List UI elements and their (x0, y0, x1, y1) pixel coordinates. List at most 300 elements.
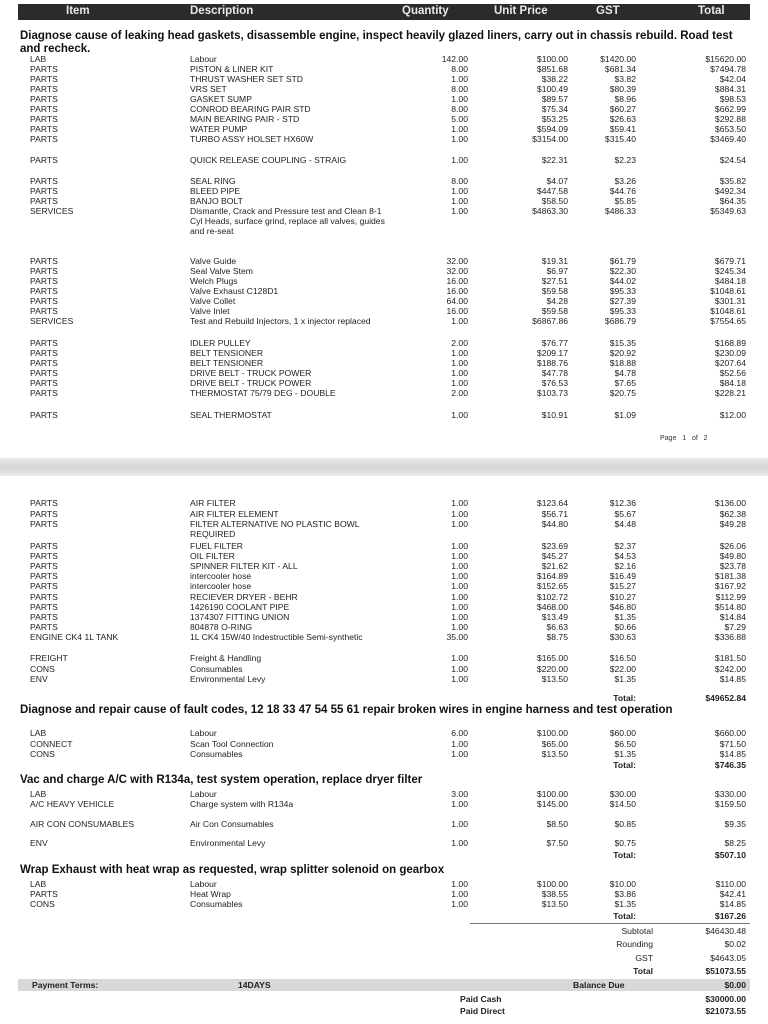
cell-unit: $851.68 (536, 64, 568, 74)
table-row (0, 838, 768, 849)
cell-qty: 1.00 (451, 498, 468, 508)
cell-gst: $1.35 (614, 612, 636, 622)
cell-item: PARTS (30, 498, 58, 508)
cell-qty: 16.00 (446, 306, 468, 316)
cell-item: LAB (30, 54, 47, 64)
cell-gst: $3.82 (614, 74, 636, 84)
cell-unit: $13.50 (541, 674, 568, 684)
cell-desc: Valve Guide (190, 256, 237, 266)
cell-item: PARTS (30, 348, 58, 358)
cell-item: PARTS (30, 388, 58, 398)
cell-total: $336.88 (714, 632, 746, 642)
cell-desc: SEAL THERMOSTAT (190, 410, 272, 420)
cell-gst: $16.49 (609, 571, 636, 581)
header-description: Description (190, 5, 254, 17)
cell-desc: OIL FILTER (190, 551, 235, 561)
cell-item: ENV (30, 674, 48, 684)
cell-desc: DRIVE BELT - TRUCK POWER (190, 378, 312, 388)
cell-desc: Charge system with R134a (190, 799, 294, 809)
cell-desc: SEAL RING (190, 176, 236, 186)
cell-desc: Heat Wrap (190, 889, 231, 899)
cell-gst: $22.30 (609, 266, 636, 276)
paid-cash-label: Paid Cash (460, 994, 502, 1004)
table-row (0, 728, 768, 739)
cell-item: PARTS (30, 276, 58, 286)
gst-value: $4643.05 (710, 953, 746, 963)
job-3-heading: Vac and charge A/C with R134a, test system operation, replace dryer filter (20, 774, 423, 786)
payment-terms-value: 14DAYS (238, 980, 271, 990)
cell-item: AIR CON CONSUMABLES (30, 819, 135, 829)
cell-unit: $13.50 (541, 749, 568, 759)
cell-total: $23.78 (719, 561, 746, 571)
cell-item: PARTS (30, 296, 58, 306)
table-header (18, 4, 750, 20)
cell-desc: DRIVE BELT - TRUCK POWER (190, 368, 312, 378)
job-2-total: Total: $746.35 (613, 760, 746, 770)
cell-total: $662.99 (714, 104, 746, 114)
cell-unit: $4863.30 (532, 206, 568, 216)
grand-total-value: $51073.55 (705, 966, 746, 976)
cell-item: PARTS (30, 114, 58, 124)
cell-unit: $76.53 (541, 378, 568, 388)
cell-gst: $686.79 (604, 316, 636, 326)
cell-gst: $15.27 (609, 581, 636, 591)
cell-gst: $20.75 (609, 388, 636, 398)
table-row (0, 581, 768, 592)
cell-desc: Labour (190, 789, 217, 799)
cell-unit: $103.73 (536, 388, 568, 398)
cell-qty: 142.00 (441, 54, 468, 64)
cell-total: $301.31 (714, 296, 746, 306)
cell-unit: $165.00 (536, 653, 568, 663)
cell-desc: GASKET SUMP (190, 94, 252, 104)
cell-qty: 32.00 (446, 266, 468, 276)
cell-gst: $1.35 (614, 749, 636, 759)
cell-desc: WATER PUMP (190, 124, 248, 134)
cell-unit: $65.00 (541, 739, 568, 749)
cell-desc: THERMOSTAT 75/79 DEG - DOUBLE (190, 388, 336, 398)
table-row (0, 799, 768, 810)
cell-item: PARTS (30, 541, 58, 551)
job-2-heading: Diagnose and repair cause of fault codes, 12 18 33 47 54 55 61 repair broken wires in engine harness and test operation (20, 704, 673, 716)
cell-gst: $60.00 (609, 728, 636, 738)
cell-qty: 16.00 (446, 286, 468, 296)
cell-gst: $0.85 (614, 819, 636, 829)
cell-qty: 1.00 (451, 602, 468, 612)
cell-qty: 8.00 (451, 104, 468, 114)
cell-gst: $44.76 (609, 186, 636, 196)
cell-item: PARTS (30, 368, 58, 378)
cell-unit: $7.50 (546, 838, 568, 848)
cell-qty: 1.00 (451, 410, 468, 420)
cell-item: PARTS (30, 561, 58, 571)
cell-qty: 1.00 (451, 581, 468, 591)
cell-item: PARTS (30, 134, 58, 144)
cell-item: PARTS (30, 64, 58, 74)
cell-qty: 64.00 (446, 296, 468, 306)
cell-unit: $13.50 (541, 899, 568, 909)
cell-total: $35.82 (719, 176, 746, 186)
cell-desc: Scan Tool Connection (190, 739, 274, 749)
cell-total: $84.18 (719, 378, 746, 388)
cell-unit: $38.55 (541, 889, 568, 899)
grand-total-label: Total (633, 966, 653, 976)
cell-total: $110.00 (715, 879, 746, 889)
cell-desc: TURBO ASSY HOLSET HX60W (190, 134, 314, 144)
cell-item: CONS (30, 899, 55, 909)
cell-desc: 1426190 COOLANT PIPE (190, 602, 290, 612)
cell-unit: $102.72 (536, 592, 568, 602)
cell-total: $168.89 (714, 338, 746, 348)
cell-qty: 1.00 (451, 653, 468, 663)
summary-divider (470, 923, 750, 924)
cell-qty: 1.00 (451, 124, 468, 134)
cell-unit: $58.50 (541, 196, 568, 206)
header-item: Item (66, 5, 90, 17)
cell-qty: 8.00 (451, 84, 468, 94)
cell-qty: 6.00 (451, 728, 468, 738)
cell-qty: 8.00 (451, 64, 468, 74)
cell-item: PARTS (30, 581, 58, 591)
cell-unit: $27.51 (541, 276, 568, 286)
table-row (0, 316, 768, 327)
cell-gst: $7.65 (614, 378, 636, 388)
cell-total: $5349.63 (710, 206, 746, 216)
cell-desc: 1374307 FITTING UNION (190, 612, 290, 622)
cell-unit: $10.91 (541, 410, 568, 420)
cell-total: $7494.78 (710, 64, 746, 74)
cell-unit: $594.09 (536, 124, 568, 134)
cell-desc: FILTER ALTERNATIVE NO PLASTIC BOWL REQUIRED (190, 519, 360, 539)
cell-desc: FUEL FILTER (190, 541, 244, 551)
cell-qty: 1.00 (451, 155, 468, 165)
cell-item: CONS (30, 664, 55, 674)
cell-total: $245.34 (714, 266, 746, 276)
cell-total: $181.38 (714, 571, 746, 581)
cell-total: $112.99 (715, 592, 746, 602)
cell-gst: $14.50 (609, 799, 636, 809)
cell-gst: $4.53 (614, 551, 636, 561)
cell-unit: $47.78 (541, 368, 568, 378)
table-row (0, 632, 768, 643)
cell-qty: 8.00 (451, 176, 468, 186)
cell-desc: BELT TENSIONER (190, 348, 264, 358)
cell-desc: Freight & Handling (190, 653, 262, 663)
cell-qty: 1.00 (451, 196, 468, 206)
cell-desc: Environmental Levy (190, 838, 266, 848)
cell-unit: $100.00 (536, 54, 568, 64)
cell-item: PARTS (30, 124, 58, 134)
cell-qty: 1.00 (451, 74, 468, 84)
table-row (0, 498, 768, 509)
cell-total: $292.88 (714, 114, 746, 124)
cell-qty: 1.00 (451, 551, 468, 561)
payment-bar (18, 979, 750, 991)
cell-total: $98.53 (719, 94, 746, 104)
cell-item: PARTS (30, 104, 58, 114)
header-unit-price: Unit Price (494, 5, 548, 17)
cell-unit: $8.75 (546, 632, 568, 642)
cell-item: PARTS (30, 256, 58, 266)
cell-total: $9.35 (724, 819, 746, 829)
cell-gst: $60.27 (609, 104, 636, 114)
cell-unit: $4.28 (546, 296, 568, 306)
cell-total: $3469.40 (710, 134, 746, 144)
cell-total: $12.00 (719, 410, 746, 420)
rounding-value: $0.02 (724, 939, 746, 949)
cell-unit: $8.50 (546, 819, 568, 829)
cell-total: $884.31 (714, 84, 746, 94)
cell-gst: $1.09 (614, 410, 636, 420)
cell-unit: $447.58 (536, 186, 568, 196)
cell-gst: $0.75 (614, 838, 636, 848)
cell-item: PARTS (30, 551, 58, 561)
cell-desc: Labour (190, 54, 217, 64)
cell-gst: $61.79 (609, 256, 636, 266)
cell-unit: $4.07 (546, 176, 568, 186)
cell-desc: Labour (190, 879, 217, 889)
cell-gst: $2.16 (614, 561, 636, 571)
cell-unit: $164.89 (536, 571, 568, 581)
cell-item: PARTS (30, 186, 58, 196)
cell-desc: VRS SET (190, 84, 227, 94)
cell-total: $1048.61 (710, 306, 746, 316)
cell-item: PARTS (30, 889, 58, 899)
cell-total: $62.38 (719, 509, 746, 519)
job-heading: Diagnose cause of leaking head gaskets, disassemble engine, inspect heavily glazed liners, carry out in chassis rebuild. Road test and recheck. (20, 30, 733, 55)
cell-gst: $2.23 (614, 155, 636, 165)
cell-gst: $5.67 (614, 509, 636, 519)
cell-qty: 1.00 (451, 571, 468, 581)
cell-item: SERVICES (30, 206, 74, 216)
table-row (0, 749, 768, 760)
cell-unit: $53.25 (541, 114, 568, 124)
cell-desc: Environmental Levy (190, 674, 266, 684)
cell-gst: $3.86 (614, 889, 636, 899)
cell-qty: 5.00 (451, 114, 468, 124)
cell-qty: 1.00 (451, 316, 468, 326)
page-separator (0, 458, 768, 476)
cell-gst: $20.92 (609, 348, 636, 358)
cell-unit: $89.57 (541, 94, 568, 104)
cell-unit: $6.63 (546, 622, 568, 632)
cell-item: CONS (30, 749, 55, 759)
cell-unit: $100.49 (536, 84, 568, 94)
cell-desc: SPINNER FILTER KIT - ALL (190, 561, 298, 571)
cell-unit: $13.49 (541, 612, 568, 622)
cell-desc: Seal Valve Stem (190, 266, 253, 276)
cell-gst: $315.40 (604, 134, 636, 144)
cell-gst: $1.35 (614, 674, 636, 684)
cell-qty: 16.00 (446, 276, 468, 286)
cell-desc: RECIEVER DRYER - BEHR (190, 592, 298, 602)
cell-total: $8.25 (724, 838, 746, 848)
cell-item: PARTS (30, 571, 58, 581)
cell-total: $71.50 (719, 739, 746, 749)
cell-qty: 32.00 (446, 256, 468, 266)
cell-unit: $45.27 (541, 551, 568, 561)
cell-unit: $123.64 (536, 498, 568, 508)
cell-total: $167.92 (714, 581, 746, 591)
cell-gst: $30.00 (609, 789, 636, 799)
cell-gst: $46.80 (609, 602, 636, 612)
cell-gst: $3.26 (614, 176, 636, 186)
cell-total: $14.85 (719, 749, 746, 759)
cell-gst: $27.39 (609, 296, 636, 306)
cell-qty: 1.00 (451, 368, 468, 378)
cell-total: $7554.65 (710, 316, 746, 326)
cell-qty: 2.00 (451, 388, 468, 398)
cell-item: PARTS (30, 94, 58, 104)
cell-unit: $76.77 (541, 338, 568, 348)
cell-gst: $22.00 (609, 664, 636, 674)
cell-item: PARTS (30, 622, 58, 632)
cell-desc: Consumables (190, 899, 243, 909)
cell-gst: $486.33 (604, 206, 636, 216)
cell-unit: $145.00 (536, 799, 568, 809)
cell-desc: BLEED PIPE (190, 186, 241, 196)
cell-total: $330.00 (714, 789, 746, 799)
cell-desc: QUICK RELEASE COUPLING - STRAIG (190, 155, 347, 165)
cell-total: $181.50 (714, 653, 746, 663)
cell-item: LAB (30, 728, 47, 738)
cell-qty: 1.00 (451, 879, 468, 889)
cell-item: PARTS (30, 519, 58, 529)
cell-desc: IDLER PULLEY (190, 338, 251, 348)
cell-desc: 804878 O-RING (190, 622, 253, 632)
cell-total: $7.29 (724, 622, 746, 632)
cell-gst: $44.02 (609, 276, 636, 286)
cell-qty: 1.00 (451, 612, 468, 622)
cell-qty: 3.00 (451, 789, 468, 799)
cell-qty: 1.00 (451, 509, 468, 519)
cell-qty: 1.00 (451, 799, 468, 809)
cell-qty: 1.00 (451, 838, 468, 848)
header-total: Total (698, 5, 725, 17)
table-row (0, 206, 768, 236)
cell-total: $1048.61 (710, 286, 746, 296)
cell-desc: CONROD BEARING PAIR STD (190, 104, 311, 114)
cell-total: $484.18 (714, 276, 746, 286)
cell-unit: $44.80 (541, 519, 568, 529)
cell-item: LAB (30, 789, 47, 799)
cell-unit: $19.31 (541, 256, 568, 266)
balance-due-value: $0.00 (724, 980, 746, 990)
cell-unit: $468.00 (536, 602, 568, 612)
cell-gst: $681.34 (604, 64, 636, 74)
cell-total: $64.35 (719, 196, 746, 206)
cell-qty: 1.00 (451, 592, 468, 602)
paid-cash-value: $30000.00 (705, 994, 746, 1004)
cell-qty: 1.00 (451, 889, 468, 899)
table-row (0, 410, 768, 421)
table-row (0, 899, 768, 910)
cell-total: $49.80 (719, 551, 746, 561)
cell-unit: $3154.00 (532, 134, 568, 144)
cell-unit: $188.76 (536, 358, 568, 368)
cell-qty: 2.00 (451, 338, 468, 348)
table-row (0, 674, 768, 685)
cell-total: $230.09 (714, 348, 746, 358)
cell-qty: 1.00 (451, 358, 468, 368)
cell-gst: $30.63 (609, 632, 636, 642)
job-3-total: Total: $507.10 (613, 850, 746, 860)
cell-qty: 1.00 (451, 819, 468, 829)
balance-due-label: Balance Due (573, 980, 625, 990)
cell-unit: $59.58 (541, 306, 568, 316)
cell-qty: 1.00 (451, 134, 468, 144)
subtotal-value: $46430.48 (705, 926, 746, 936)
cell-gst: $2.37 (614, 541, 636, 551)
cell-item: PARTS (30, 74, 58, 84)
cell-item: PARTS (30, 84, 58, 94)
cell-item: PARTS (30, 612, 58, 622)
cell-gst: $4.78 (614, 368, 636, 378)
cell-gst: $15.35 (609, 338, 636, 348)
cell-qty: 1.00 (451, 749, 468, 759)
cell-qty: 35.00 (446, 632, 468, 642)
cell-item: PARTS (30, 338, 58, 348)
cell-total: $492.34 (714, 186, 746, 196)
cell-qty: 1.00 (451, 739, 468, 749)
cell-total: $660.00 (714, 728, 746, 738)
cell-total: $26.06 (719, 541, 746, 551)
cell-unit: $152.65 (536, 581, 568, 591)
cell-desc: THRUST WASHER SET STD (190, 74, 304, 84)
cell-item: PARTS (30, 266, 58, 276)
cell-unit: $100.00 (536, 879, 568, 889)
page-number: Page 1 of 2 (660, 435, 708, 442)
cell-total: $242.00 (714, 664, 746, 674)
cell-total: $14.84 (719, 612, 746, 622)
cell-item: PARTS (30, 306, 58, 316)
table-row (0, 519, 768, 539)
cell-item: FREIGHT (30, 653, 68, 663)
cell-gst: $4.48 (614, 519, 636, 529)
cell-total: $14.85 (719, 674, 746, 684)
cell-gst: $95.33 (609, 286, 636, 296)
table-row (0, 819, 768, 830)
table-row (0, 653, 768, 664)
cell-qty: 1.00 (451, 348, 468, 358)
cell-total: $653.50 (714, 124, 746, 134)
cell-unit: $75.34 (541, 104, 568, 114)
invoice-page-2 (0, 476, 768, 1024)
cell-desc: Welch Plugs (190, 276, 238, 286)
cell-gst: $95.33 (609, 306, 636, 316)
cell-item: PARTS (30, 592, 58, 602)
cell-desc: Valve Inlet (190, 306, 230, 316)
rounding-label: Rounding (616, 939, 653, 949)
cell-gst: $1420.00 (600, 54, 636, 64)
cell-desc: Valve Exhaust C128D1 (190, 286, 279, 296)
cell-item: PARTS (30, 196, 58, 206)
cell-desc: BELT TENSIONER (190, 358, 264, 368)
cell-item: PARTS (30, 378, 58, 388)
cell-qty: 1.00 (451, 541, 468, 551)
cell-gst: $1.35 (614, 899, 636, 909)
cell-unit: $23.69 (541, 541, 568, 551)
cell-desc: PISTON & LINER KIT (190, 64, 274, 74)
subtotal-label: Subtotal (621, 926, 653, 936)
cell-item: A/C HEAVY VEHICLE (30, 799, 115, 809)
cell-qty: 1.00 (451, 561, 468, 571)
cell-desc: Consumables (190, 749, 243, 759)
cell-qty: 1.00 (451, 674, 468, 684)
cell-total: $24.54 (719, 155, 746, 165)
cell-total: $14.85 (719, 899, 746, 909)
cell-gst: $10.00 (609, 879, 636, 889)
